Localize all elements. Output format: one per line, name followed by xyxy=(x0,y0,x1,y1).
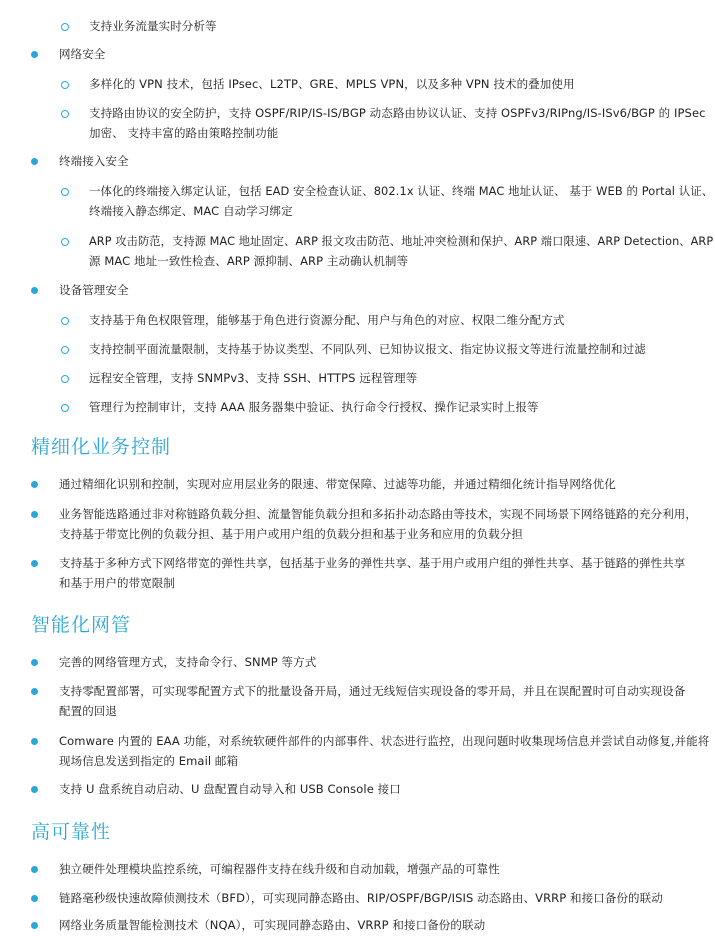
list-item: 支持基于角色权限管理，能够基于角色进行资源分配、用户与角色的对应、权限二维分配方式 xyxy=(89,313,565,327)
ring-bullet-icon xyxy=(61,110,69,118)
list-item: 链路毫秒级快速故障侦测技术（BFD），可实现同静态路由、RIP/OSPF/BGP/ISIS 动态路由、VRRP 和接口备份的联动 xyxy=(59,891,663,905)
list-item: 支持业务流量实时分析等 xyxy=(89,19,217,33)
list-item: 支持基于多种方式下网络带宽的弹性共享，包括基于业务的弹性共享、基于用户或用户组的弹性共享、基于链路的弹性共享 xyxy=(59,556,686,570)
list-item-continued: 加密、 支持丰富的路由策略控制功能 xyxy=(89,126,279,140)
list-item: 终端接入安全 xyxy=(59,154,129,168)
list-item-continued: 源 MAC 地址一致性检查、ARP 源抑制、ARP 主动确认机制等 xyxy=(89,254,409,268)
list-item: 独立硬件处理模块监控系统，可编程器件支持在线升级和自动加载，增强产品的可靠性 xyxy=(59,862,500,876)
list-item: 多样化的 VPN 技术，包括 IPsec、L2TP、GRE、MPLS VPN，以及多种 VPN 技术的叠加使用 xyxy=(89,77,575,91)
list-item-continued: 和基于用户的带宽限制 xyxy=(59,576,175,590)
list-item-continued: 终端接入静态绑定、MAC 自动学习绑定 xyxy=(89,204,293,218)
section-heading: 精细化业务控制 xyxy=(31,436,172,458)
dot-bullet-icon xyxy=(31,511,38,518)
list-item: 支持控制平面流量限制，支持基于协议类型、不同队列、已知协议报文、指定协议报文等进行流量控制和过滤 xyxy=(89,342,646,356)
list-item: 支持零配置部署，可实现零配置方式下的批量设备开局，通过无线短信实现设备的零开局，并且在误配置时可自动实现设备 xyxy=(59,684,686,698)
dot-bullet-icon xyxy=(31,158,38,165)
list-item: 完善的网络管理方式，支持命令行、SNMP 等方式 xyxy=(59,655,317,669)
dot-bullet-icon xyxy=(31,786,38,793)
list-item: 管理行为控制审计，支持 AAA 服务器集中验证、执行命令行授权、操作记录实时上报等 xyxy=(89,400,539,414)
list-item: 通过精细化识别和控制，实现对应用层业务的限速、带宽保障、过滤等功能，并通过精细化统计指导网络优化 xyxy=(59,477,616,491)
list-item: Comware 内置的 EAA 功能，对系统软硬件部件的内部事件、状态进行监控，出现问题时收集现场信息并尝试自动修复,并能将 xyxy=(59,734,710,748)
dot-bullet-icon xyxy=(31,688,38,695)
list-item: ARP 攻击防范，支持源 MAC 地址固定、ARP 报文攻击防范、地址冲突检测和保护、ARP 端口限速、ARP Detection、ARP xyxy=(89,234,714,248)
list-item: 网络安全 xyxy=(59,47,106,61)
section-heading: 智能化网管 xyxy=(31,614,132,636)
dot-bullet-icon xyxy=(31,922,38,929)
list-item: 一体化的终端接入绑定认证，包括 EAD 安全检查认证、802.1x 认证、终端 MAC 地址认证、 基于 WEB 的 Portal 认证、 xyxy=(89,184,714,198)
dot-bullet-icon xyxy=(31,560,38,567)
dot-bullet-icon xyxy=(31,866,38,873)
dot-bullet-icon xyxy=(31,51,38,58)
ring-bullet-icon xyxy=(61,238,69,246)
list-item: 业务智能选路通过非对称链路负载分担、流量智能负载分担和多拓扑动态路由等技术，实现不同场景下网络链路的充分利用， xyxy=(59,507,697,521)
ring-bullet-icon xyxy=(61,317,69,325)
list-item-continued: 现场信息发送到指定的 Email 邮箱 xyxy=(59,754,239,768)
ring-bullet-icon xyxy=(61,23,69,31)
ring-bullet-icon xyxy=(61,404,69,412)
dot-bullet-icon xyxy=(31,738,38,745)
list-item: 设备管理安全 xyxy=(59,283,129,297)
dot-bullet-icon xyxy=(31,895,38,902)
dot-bullet-icon xyxy=(31,659,38,666)
list-item: 网络业务质量智能检测技术（NQA），可实现同静态路由、VRRP 和接口备份的联动 xyxy=(59,918,486,932)
list-item: 远程安全管理，支持 SNMPv3、支持 SSH、HTTPS 远程管理等 xyxy=(89,371,418,385)
ring-bullet-icon xyxy=(61,346,69,354)
list-item-continued: 支持基于带宽比例的负载分担、基于用户或用户组的负载分担和基于业务和应用的负载分担 xyxy=(59,527,523,541)
list-item: 支持 U 盘系统自动启动、U 盘配置自动导入和 USB Console 接口 xyxy=(59,782,401,796)
section-heading: 高可靠性 xyxy=(31,821,112,843)
ring-bullet-icon xyxy=(61,81,69,89)
dot-bullet-icon xyxy=(31,481,38,488)
list-item-continued: 配置的回退 xyxy=(59,704,117,718)
ring-bullet-icon xyxy=(61,375,69,383)
list-item: 支持路由协议的安全防护，支持 OSPF/RIP/IS-IS/BGP 动态路由协议认证、支持 OSPFv3/RIPng/IS-ISv6/BGP 的 IPSec xyxy=(89,106,706,120)
dot-bullet-icon xyxy=(31,287,38,294)
ring-bullet-icon xyxy=(61,188,69,196)
